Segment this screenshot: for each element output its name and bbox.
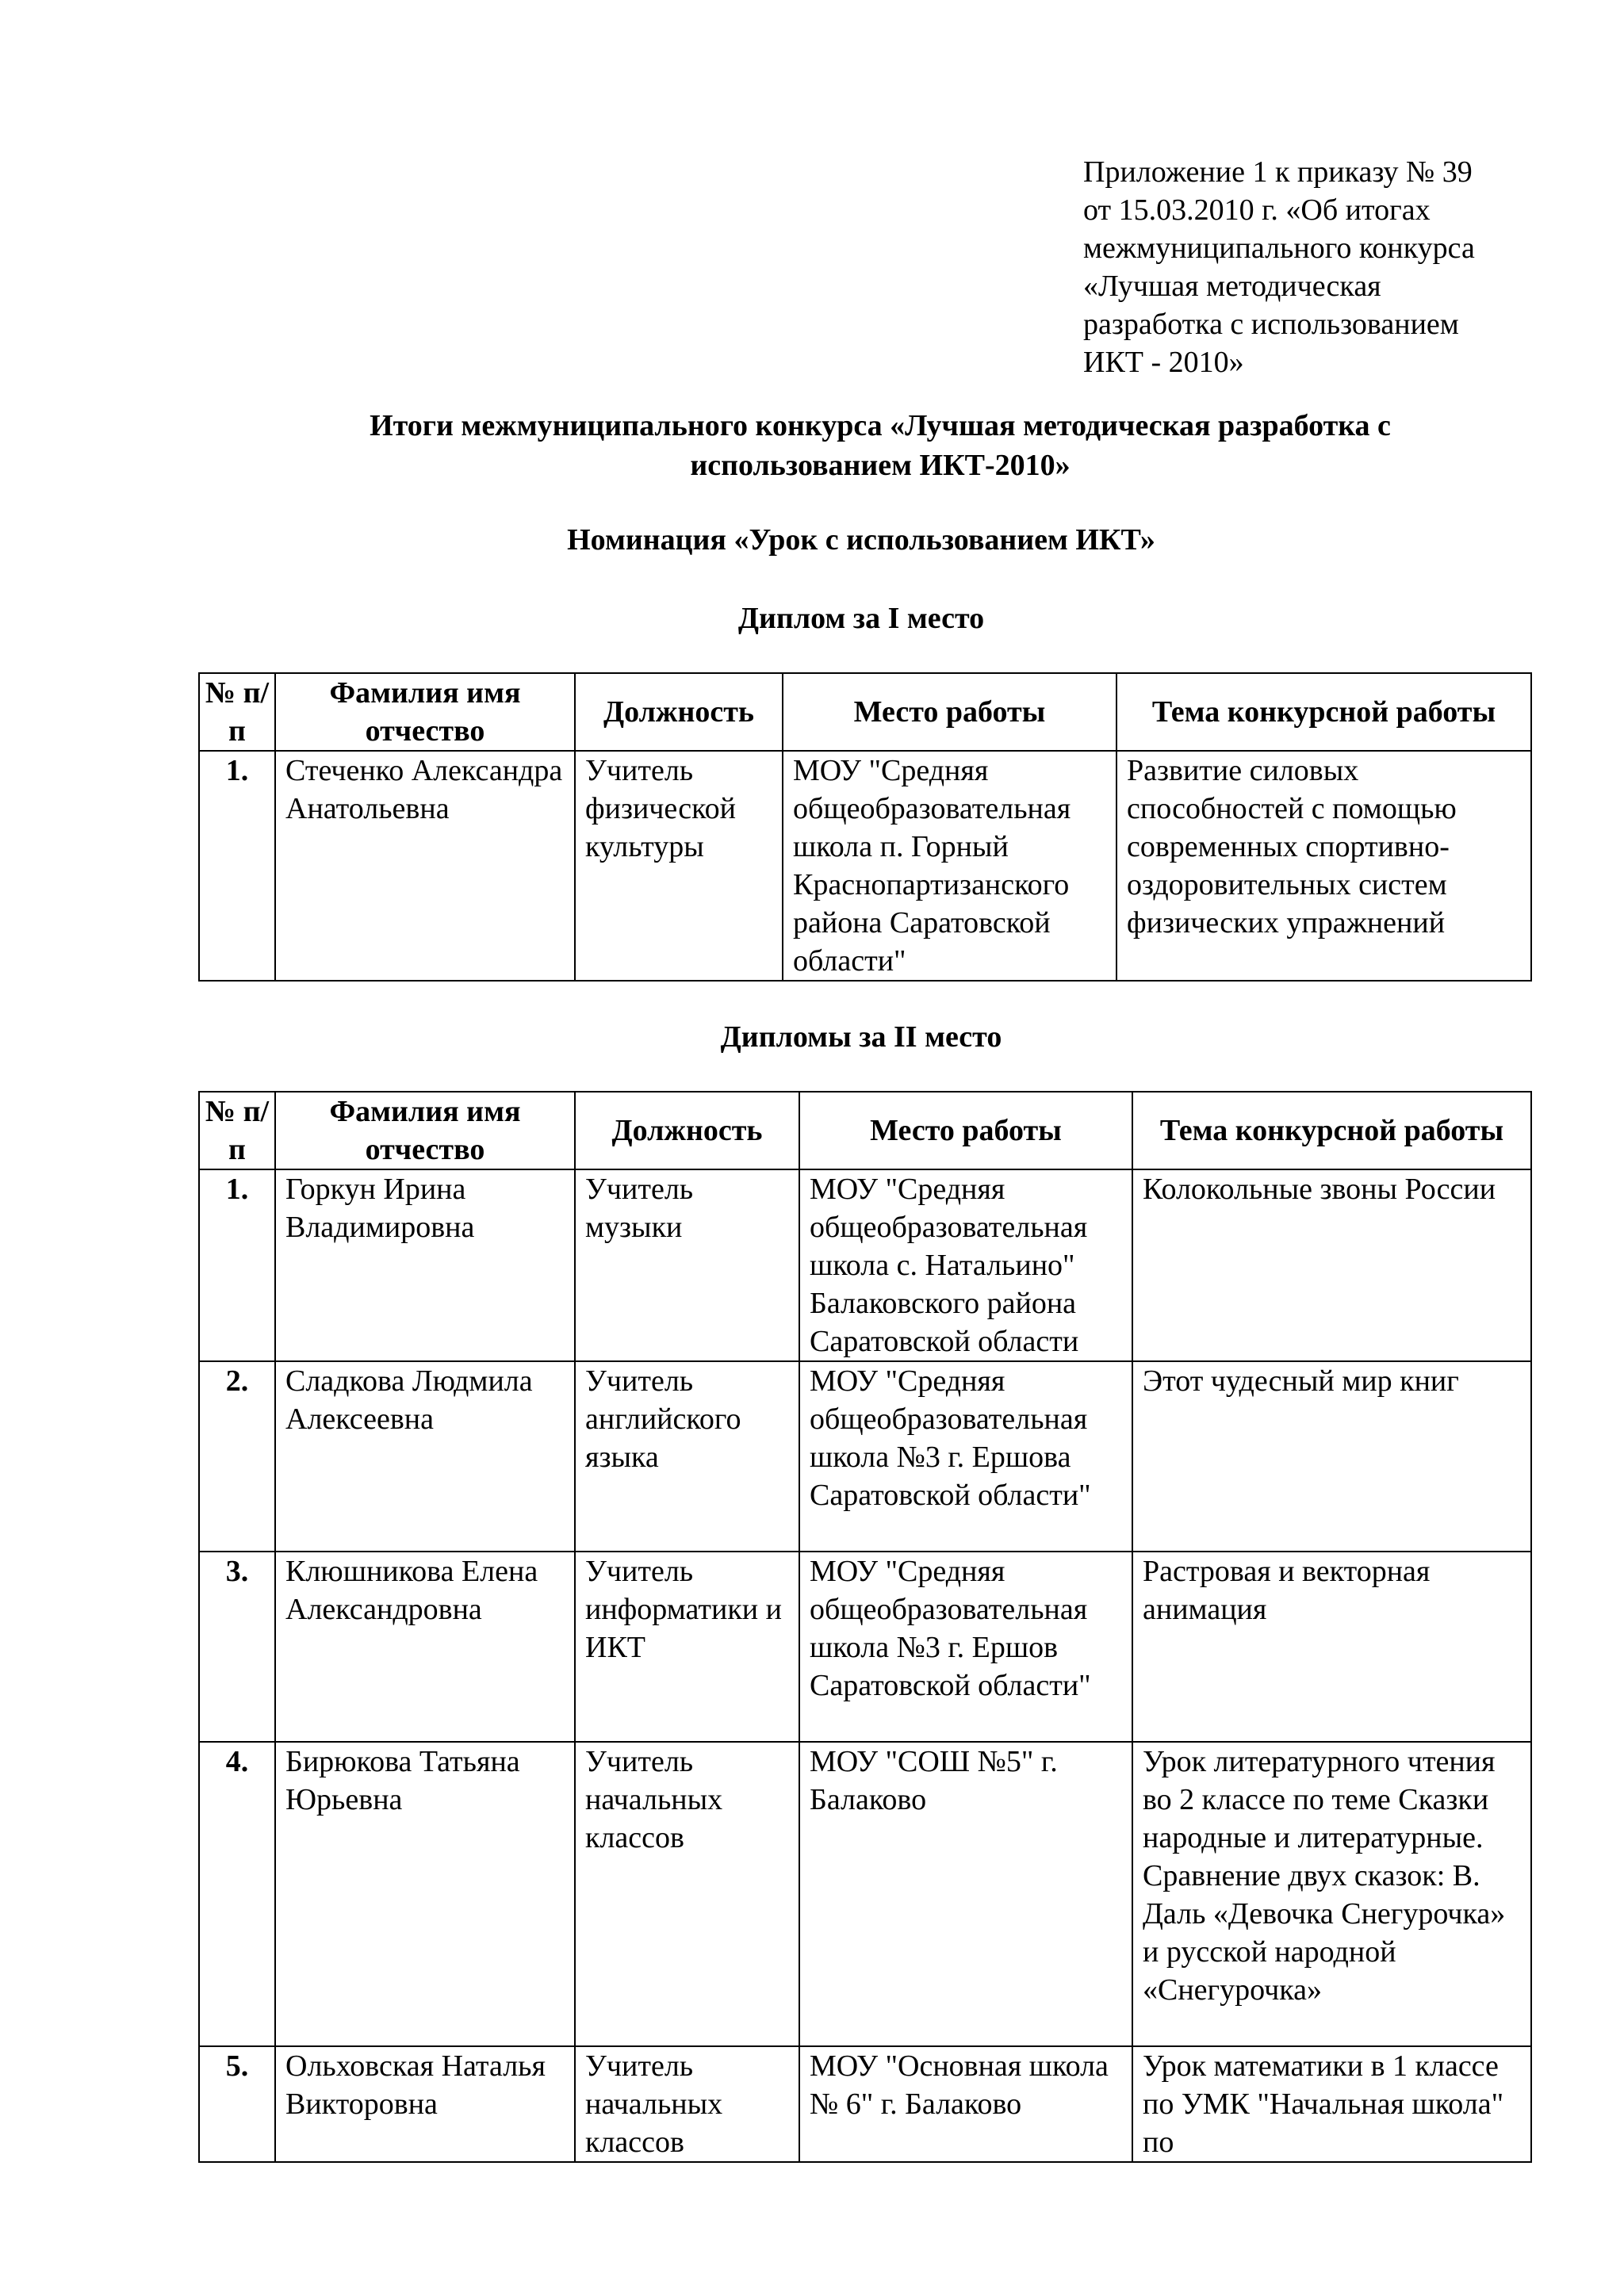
appendix-line: межмуниципального конкурса: [1083, 232, 1475, 265]
cell-num: 1.: [199, 751, 275, 981]
header-num: № п/п: [199, 1092, 275, 1169]
appendix-line: «Лучшая методическая: [1083, 270, 1381, 303]
cell-position: Учитель информатики и ИКТ: [575, 1552, 799, 1742]
cell-name: Ольховская Наталья Викторовна: [275, 2046, 575, 2162]
header-topic: Тема конкурсной работы: [1116, 673, 1531, 751]
cell-name: Горкун Ирина Владимировна: [275, 1169, 575, 1361]
table-row: [199, 1361, 1531, 1552]
appendix-note: [1083, 153, 1591, 381]
cell-position: Учитель английского языка: [575, 1361, 799, 1552]
header-position: Должность: [575, 1092, 799, 1169]
table-row: [199, 2046, 1531, 2162]
cell-name: Бирюкова Татьяна Юрьевна: [275, 1742, 575, 2046]
appendix-line: от 15.03.2010 г. «Об итогах: [1083, 193, 1431, 227]
table-row: [199, 751, 1531, 981]
cell-topic: Урок литературного чтения во 2 классе по теме Сказки народные и литературные. Сравнение двух сказок: В. Даль «Девочка Снегурочка» и русской народной «Снегурочка»: [1132, 1742, 1531, 2046]
cell-num: 1.: [199, 1169, 275, 1361]
document-title: [238, 406, 1522, 485]
table-row: [199, 1552, 1531, 1742]
cell-topic: Урок математики в 1 классе по УМК "Начальная школа" по: [1132, 2046, 1531, 2162]
appendix-line: ИКТ - 2010»: [1083, 346, 1244, 379]
cell-topic: Этот чудесный мир книг: [1132, 1361, 1531, 1552]
section-heading-first-place: Диплом за I место: [737, 602, 985, 635]
cell-topic: Колокольные звоны России: [1132, 1169, 1531, 1361]
cell-name: Клюшникова Елена Александровна: [275, 1552, 575, 1742]
appendix-line: Приложение 1 к приказу № 39: [1083, 155, 1473, 189]
table-row: [199, 1169, 1531, 1361]
cell-position: Учитель музыки: [575, 1169, 799, 1361]
cell-workplace: МОУ "Средняя общеобразовательная школа с. Натальино" Балаковского района Саратовской области: [799, 1169, 1132, 1361]
first-place-table: [198, 672, 1532, 982]
table-row: [199, 1742, 1531, 2046]
second-place-table: [198, 1091, 1532, 2163]
table-header-row: [199, 1092, 1531, 1169]
section-heading-second-place: Дипломы за II место: [720, 1020, 1002, 1054]
cell-num: 4.: [199, 1742, 275, 2046]
header-num: № п/п: [199, 673, 275, 751]
cell-workplace: МОУ "Основная школа № 6" г. Балаково: [799, 2046, 1132, 2162]
header-position: Должность: [575, 673, 783, 751]
cell-workplace: МОУ "Средняя общеобразовательная школа №3 г. Ершова Саратовской области": [799, 1361, 1132, 1552]
cell-name: Сладкова Людмила Алексеевна: [275, 1361, 575, 1552]
header-name: Фамилия имя отчество: [275, 1092, 575, 1169]
cell-workplace: МОУ "СОШ №5" г. Балаково: [799, 1742, 1132, 2046]
cell-workplace: МОУ "Средняя общеобразовательная школа №3 г. Ершов Саратовской области": [799, 1552, 1132, 1742]
title-line-1: Итоги межмуниципального конкурса «Лучшая методическая разработка с: [370, 409, 1391, 442]
cell-position: Учитель начальных классов: [575, 1742, 799, 2046]
header-workplace: Место работы: [783, 673, 1116, 751]
appendix-line: разработка с использованием: [1083, 308, 1459, 341]
header-workplace: Место работы: [799, 1092, 1132, 1169]
cell-position: Учитель начальных классов: [575, 2046, 799, 2162]
header-topic: Тема конкурсной работы: [1132, 1092, 1531, 1169]
cell-topic: Растровая и векторная анимация: [1132, 1552, 1531, 1742]
cell-position: Учитель физической культуры: [575, 751, 783, 981]
header-name: Фамилия имя отчество: [275, 673, 575, 751]
cell-num: 3.: [199, 1552, 275, 1742]
title-line-2: использованием ИКТ-2010»: [690, 449, 1071, 482]
cell-num: 5.: [199, 2046, 275, 2162]
cell-workplace: МОУ "Средняя общеобразовательная школа п. Горный Краснопартизанского района Саратовской области": [783, 751, 1116, 981]
cell-name: Стеченко Александра Анатольевна: [275, 751, 575, 981]
nomination-heading: Номинация «Урок с использованием ИКТ»: [567, 523, 1155, 557]
cell-num: 2.: [199, 1361, 275, 1552]
cell-topic: Развитие силовых способностей с помощью современных спортивно-оздоровительных систем физических упражнений: [1116, 751, 1531, 981]
table-header-row: [199, 673, 1531, 751]
